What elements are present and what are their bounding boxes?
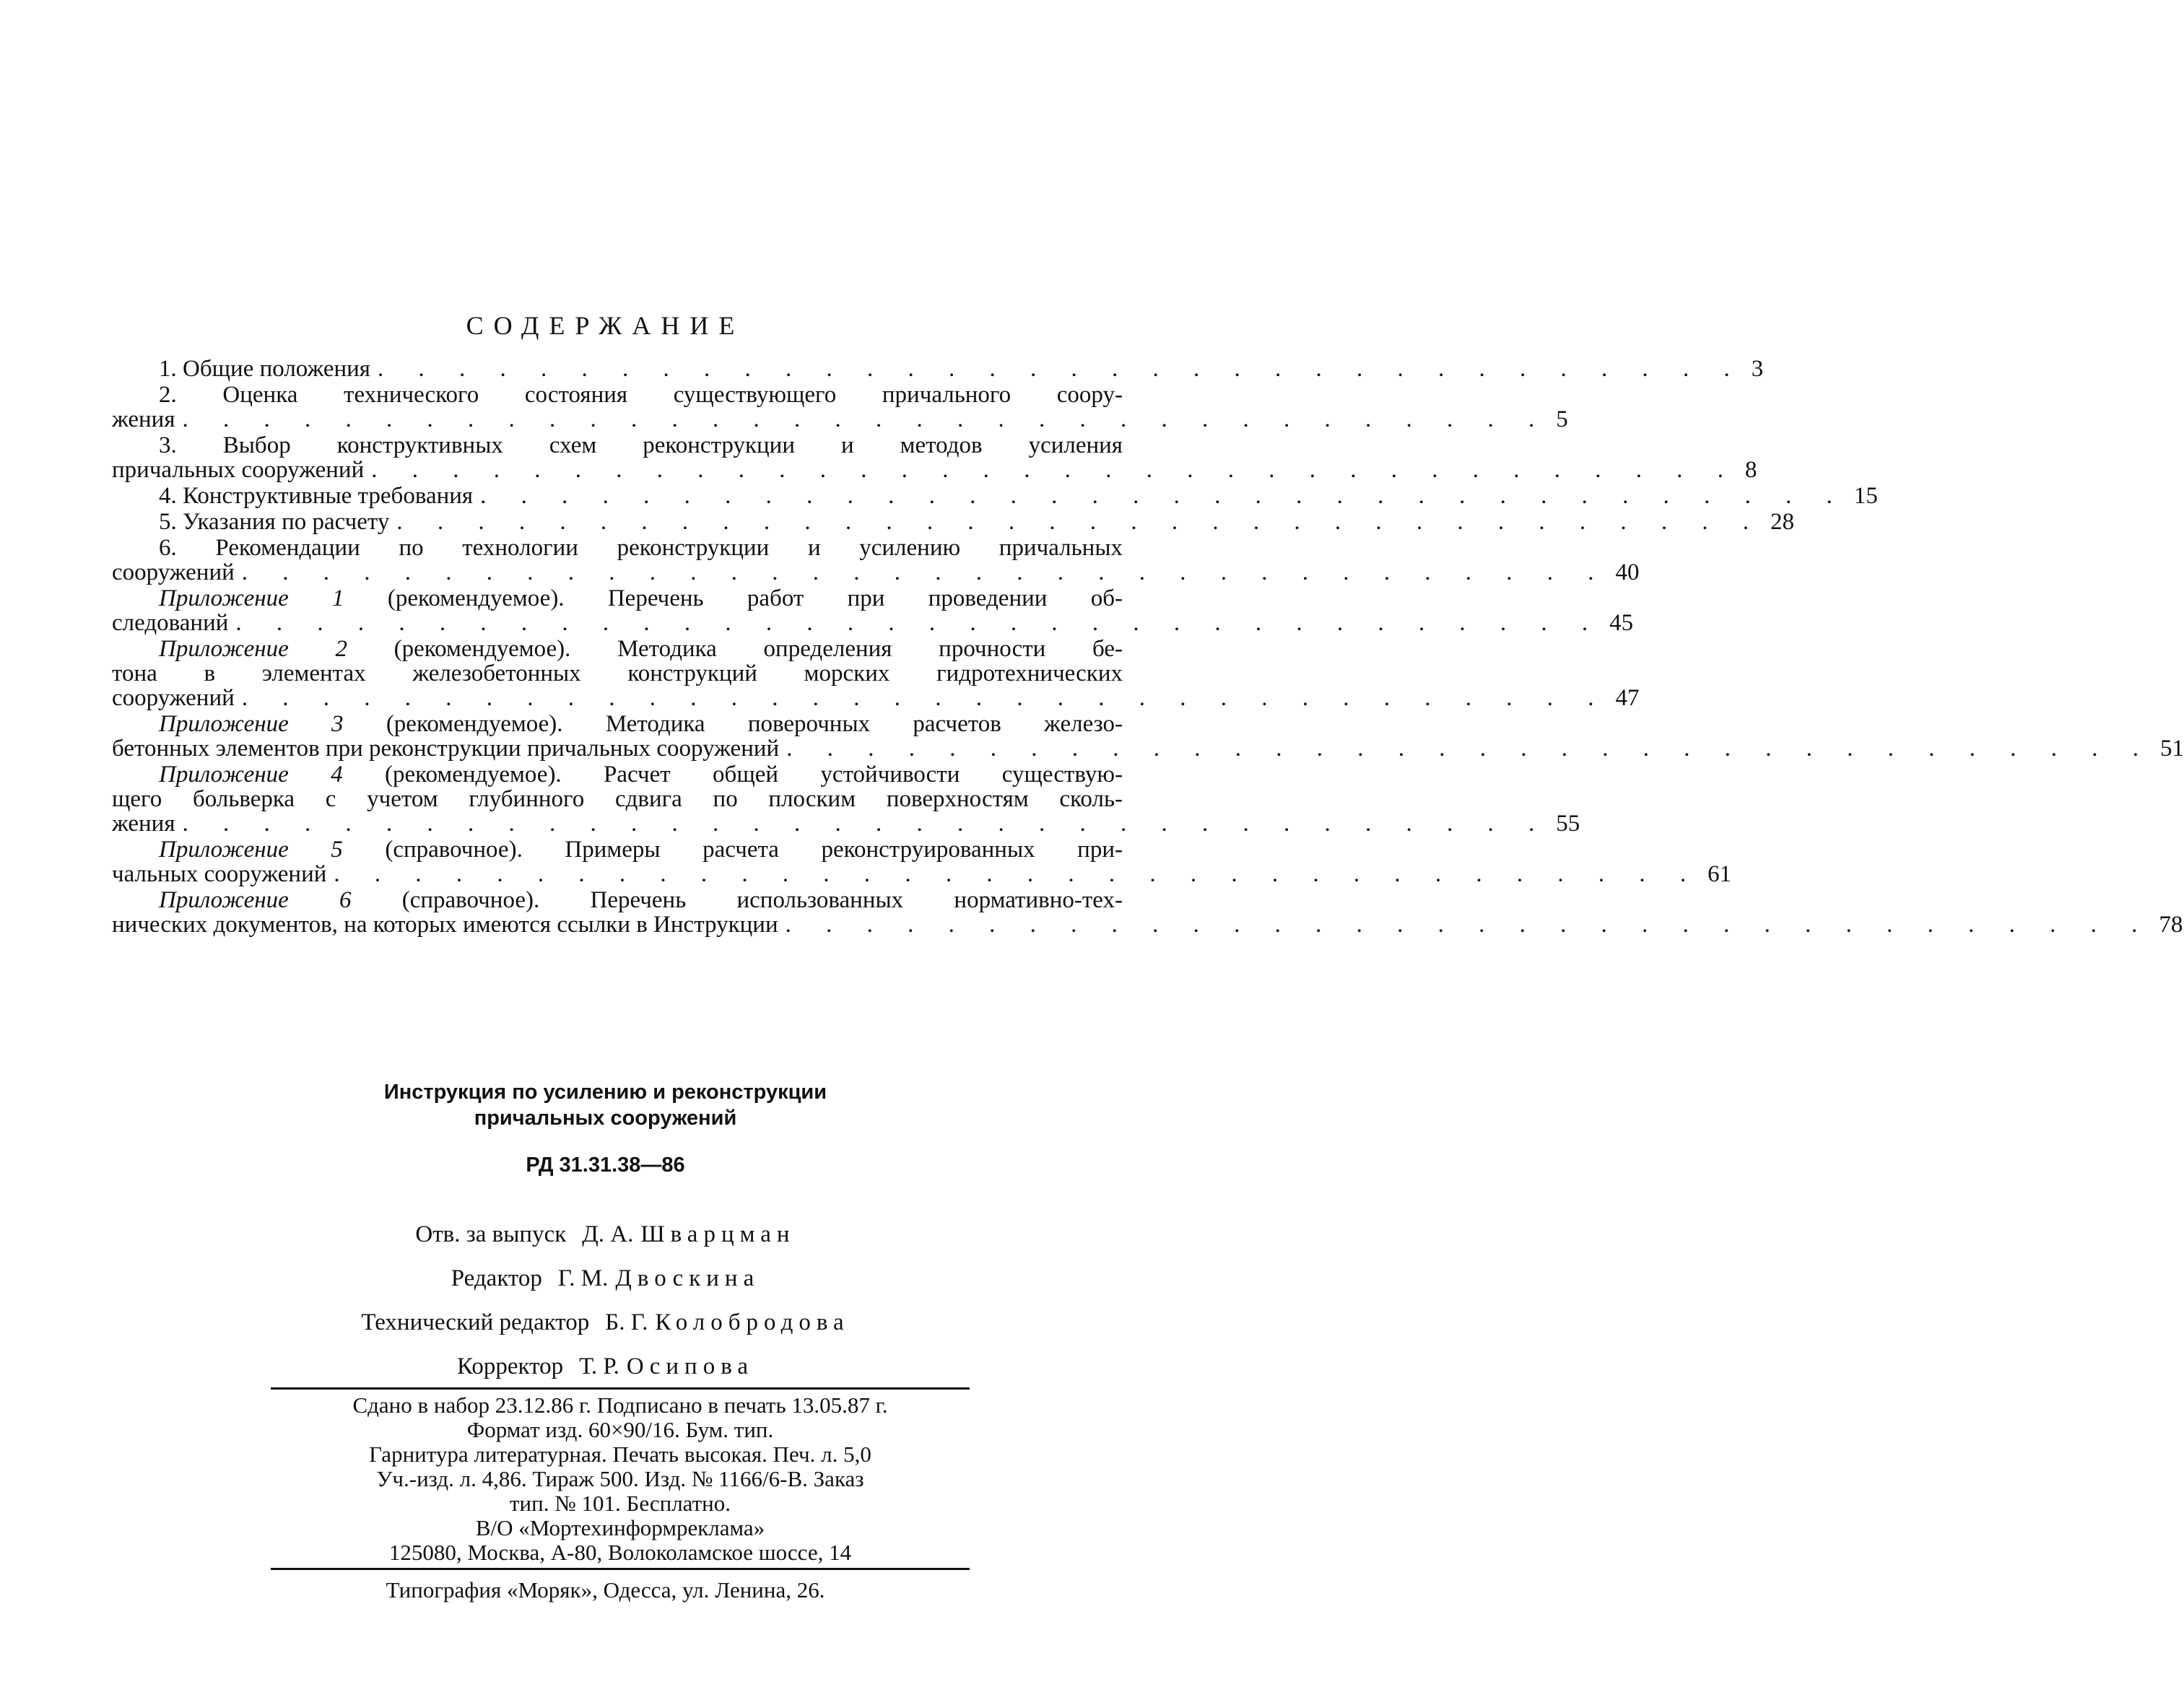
appendix-label: Приложение 3 — [159, 711, 344, 737]
toc-page-number: 15 — [1853, 483, 1878, 509]
toc-entry-text: сооружений — [112, 559, 235, 585]
toc-entry-appendix-6 — [112, 887, 2183, 938]
toc-entry-5 — [112, 509, 1795, 535]
imprint-line: Уч.-изд. л. 4,86. Тираж 500. Изд. № 1166/6-В. Заказ — [376, 1466, 864, 1491]
toc-entry-text: 4. Конструктивные требования — [159, 483, 474, 509]
appendix-label: Приложение 2 — [159, 636, 347, 662]
toc-entry-6 — [112, 535, 1640, 585]
toc-page-number: 45 — [1609, 610, 1634, 636]
leader-dots: . . . . . . . . . . . . . . . . . . . . . . . . . . . . . . . . . . — [785, 912, 2152, 938]
credit-initials: Б. Г. — [605, 1309, 648, 1335]
leader-dots: . . . . . . . . . . . . . . . . . . . . . . . . . . . . . . . . . . — [235, 610, 1603, 636]
toc-entry-text: 5. Указания по расчету — [159, 509, 390, 535]
credit-name: Шварцман — [640, 1221, 796, 1247]
credit-tech-editor — [0, 1309, 1211, 1336]
leader-dots: . . . . . . . . . . . . . . . . . . . . . . . . . . . . . . . . . . — [241, 685, 1609, 711]
toc-entry-appendix-1 — [112, 585, 1634, 636]
publication-title — [0, 1079, 1211, 1131]
credit-initials: Т. Р. — [579, 1353, 619, 1379]
leader-dots: . . . . . . . . . . . . . . . . . . . . . . . . . . . . . . . . . . — [182, 811, 1549, 837]
credit-name: Двоскина — [615, 1265, 760, 1291]
toc-entry-appendix-4 — [112, 762, 1580, 837]
toc-entry-text: жения — [112, 811, 175, 837]
toc-page-number: 5 — [1556, 406, 1568, 432]
toc-page-number: 78 — [2159, 912, 2183, 938]
toc-page-number: 40 — [1615, 559, 1640, 585]
credit-label: Технический редактор — [361, 1309, 590, 1335]
credit-name: Осипова — [626, 1353, 754, 1379]
imprint-line: Сдано в набор 23.12.86 г. Подписано в печать 13.05.87 г. — [352, 1392, 888, 1418]
toc-entry-text: бетонных элементов при реконструкции причальных сооружений — [112, 736, 780, 762]
bottom-rule — [271, 1568, 970, 1570]
publication-title-line: причальных сооружений — [474, 1107, 737, 1130]
leader-dots: . . . . . . . . . . . . . . . . . . . . . . . . . . . . . . . . . . — [334, 861, 1701, 887]
toc-entry-text: следований — [112, 610, 229, 636]
leader-dots: . . . . . . . . . . . . . . . . . . . . . . . . . . . . . . . . . . — [371, 457, 1738, 483]
credit-label: Редактор — [451, 1265, 542, 1291]
appendix-label: Приложение 4 — [159, 762, 343, 788]
leader-dots: . . . . . . . . . . . . . . . . . . . . . . . . . . . . . . . . . . — [182, 406, 1549, 432]
toc-entry-text: 1. Общие положения — [159, 356, 370, 382]
toc-entry-text: жения — [112, 406, 175, 432]
toc-entry-4 — [112, 483, 1878, 509]
toc-page-number: 8 — [1744, 457, 1757, 483]
toc-page-number: 3 — [1751, 356, 1764, 382]
top-rule — [271, 1387, 970, 1390]
imprint-line: тип. № 101. Бесплатно. — [509, 1491, 731, 1516]
credit-label: Отв. за выпуск — [415, 1221, 567, 1247]
toc-entry-text: тона в элементах железобетонных конструкций морских гидротехнических — [112, 660, 1123, 686]
publication-title-line: Инструкция по усилению и реконструкции — [383, 1081, 827, 1104]
toc-entry-text: причальных сооружений — [112, 457, 365, 483]
toc-entry-text: (рекомендуемое). Методика определения прочности бе- — [347, 636, 1123, 662]
toc-entry-text: (справочное). Перечень использованных нормативно-тех- — [351, 887, 1123, 913]
toc-entry-text: щего больверка с учетом глубинного сдвига по плоским поверхностям сколь- — [112, 786, 1123, 812]
toc-entry-appendix-3 — [112, 711, 2184, 762]
imprint-line: Формат изд. 60×90/16. Бум. тип. — [466, 1417, 774, 1442]
toc-entry-appendix-2 — [112, 636, 1640, 711]
toc-entry-text: нических документов, на которых имеются ссылки в Инструкции — [112, 912, 778, 938]
leader-dots: . . . . . . . . . . . . . . . . . . . . . . . . . . . . . . . . . . — [377, 356, 1744, 382]
toc-entry-text: (рекомендуемое). Методика поверочных расчетов железо- — [343, 711, 1123, 737]
toc-page-number: 55 — [1556, 811, 1580, 837]
toc-entry-text: 3. Выбор конструктивных схем реконструкции и методов усиления — [159, 432, 1123, 458]
appendix-label: Приложение 5 — [159, 837, 343, 863]
table-of-contents — [112, 356, 2184, 938]
toc-entry-text: (справочное). Примеры расчета реконструированных при- — [342, 837, 1123, 863]
imprint-block — [271, 1393, 970, 1565]
toc-entry-text: 2. Оценка технического состояния существующего причального соору- — [159, 382, 1123, 408]
credit-initials: Г. М. — [557, 1265, 609, 1291]
toc-entry-3 — [112, 432, 1757, 483]
credit-editor — [0, 1265, 1211, 1292]
leader-dots: . . . . . . . . . . . . . . . . . . . . . . . . . . . . . . . . . . — [396, 509, 1764, 535]
imprint-line: 125080, Москва, А-80, Волоколамское шоссе, 14 — [388, 1540, 852, 1565]
credit-responsible — [0, 1221, 1211, 1248]
toc-entry-1 — [112, 356, 1764, 382]
toc-entry-text: (рекомендуемое). Расчет общей устойчивости существую- — [342, 762, 1123, 788]
contents-title: СОДЕРЖАНИЕ — [466, 311, 745, 340]
toc-page-number: 51 — [2159, 736, 2184, 762]
imprint-line: Гарнитура литературная. Печать высокая. Печ. л. 5,0 — [369, 1442, 871, 1467]
toc-page-number: 47 — [1615, 685, 1640, 711]
printer-line: Типография «Моряк», Одесса, ул. Ленина, 26. — [386, 1577, 825, 1602]
toc-entry-text: (рекомендуемое). Перечень работ при проведении об- — [344, 585, 1123, 611]
leader-dots: . . . . . . . . . . . . . . . . . . . . . . . . . . . . . . . . . . — [241, 559, 1609, 585]
toc-entry-2 — [112, 382, 1568, 432]
appendix-label: Приложение 6 — [159, 887, 352, 913]
toc-entry-text: 6. Рекомендации по технологии реконструкции и усилению причальных — [159, 535, 1123, 561]
toc-page-number: 28 — [1770, 509, 1795, 535]
credit-name: Колобродова — [655, 1309, 850, 1335]
toc-page-number: 61 — [1707, 861, 1732, 887]
credit-corrector — [0, 1353, 1211, 1380]
credit-initials: Д. А. — [582, 1221, 634, 1247]
leader-dots: . . . . . . . . . . . . . . . . . . . . . . . . . . . . . . . . . . — [786, 736, 2153, 762]
leader-dots: . . . . . . . . . . . . . . . . . . . . . . . . . . . . . . . . . . — [480, 483, 1847, 509]
appendix-label: Приложение 1 — [159, 585, 344, 611]
toc-entry-appendix-5 — [112, 837, 1732, 887]
toc-entry-text: сооружений — [112, 685, 235, 711]
toc-entry-text: чальных сооружений — [112, 861, 327, 887]
document-code: РД 31.31.38—86 — [526, 1154, 685, 1177]
imprint-line: В/О «Мортехинформреклама» — [475, 1515, 765, 1540]
credit-label: Корректор — [456, 1353, 564, 1379]
